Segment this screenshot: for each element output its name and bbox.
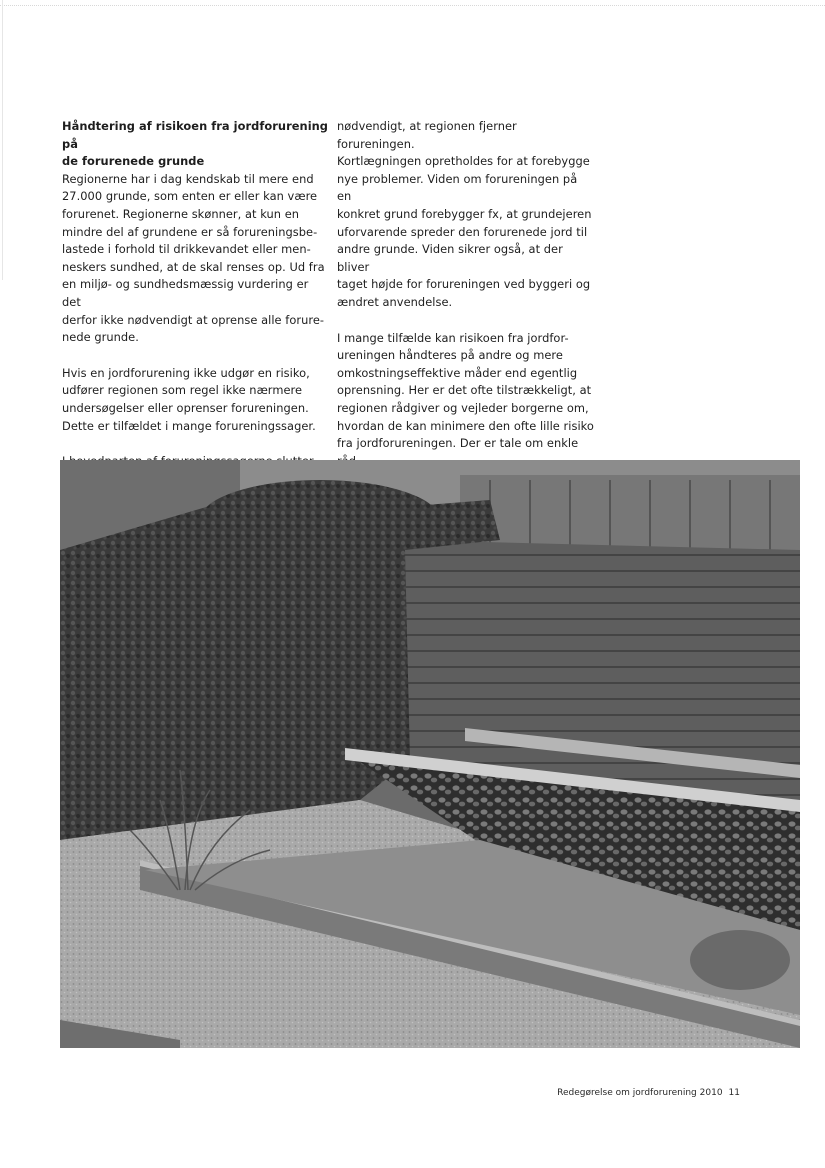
page-footer — [530, 1088, 740, 1098]
paragraph-5: I mange tilfælde kan risikoen fra jordfor- ureningen håndteres på andre og mere omkostningseffektive måder end egentlig oprensning. Her er det ofte tilstrækkeligt, at regionen rådgiver og vejleder borgerne om, hvordan de kan minimere den ofte lille risiko fra jordforureningen. Der er tale om enkle — [337, 330, 594, 451]
paragraph-1: Regionerne har i dag kendskab til mere end 27.000 grunde, som enten er eller kan være forurenet. Regionerne skønner, at kun en mindre del af grundene er så forureningsbe- lastede i forhold til drikkevandet eller men- neskers sundhed, at de skal renses op. Ud fra en miljø- og sundhedsmæssig vurdering er det derfor ikke nødvendigt at oprense alle forure- nede grunde. — [62, 171, 325, 345]
scan-artifact-top — [0, 5, 825, 7]
garden-photo — [60, 460, 800, 1048]
garden-photo-illustration — [60, 460, 800, 1048]
footer-title: Redegørelse om jordforurening 2010 — [557, 1088, 723, 1098]
paragraph-2: Hvis en jordforurening ikke udgør en risiko, udfører regionen som regel ikke nærmere undersøgelser eller oprenser forureningen. Dette er tilfældet i mange forureningssager. — [62, 365, 316, 433]
text-column-left — [62, 118, 330, 506]
section-heading: Håndtering af risikoen fra jordforurening på de forurenede grunde — [62, 119, 329, 169]
page-number: 11 — [728, 1088, 740, 1098]
paragraph-4: nødvendigt, at regionen fjerner forureningen. Kortlægningen opretholdes for at forebygge nye problemer. Viden om forureningen på en konkret grund forebygger fx, at grundejeren uforvarende spreder den forurenede jord til andre grunde. Viden sikrer også, at der bliver taget højde for forureningen ved byggeri og ændret anvendelse. — [337, 119, 592, 309]
scan-artifact-left — [2, 0, 4, 280]
